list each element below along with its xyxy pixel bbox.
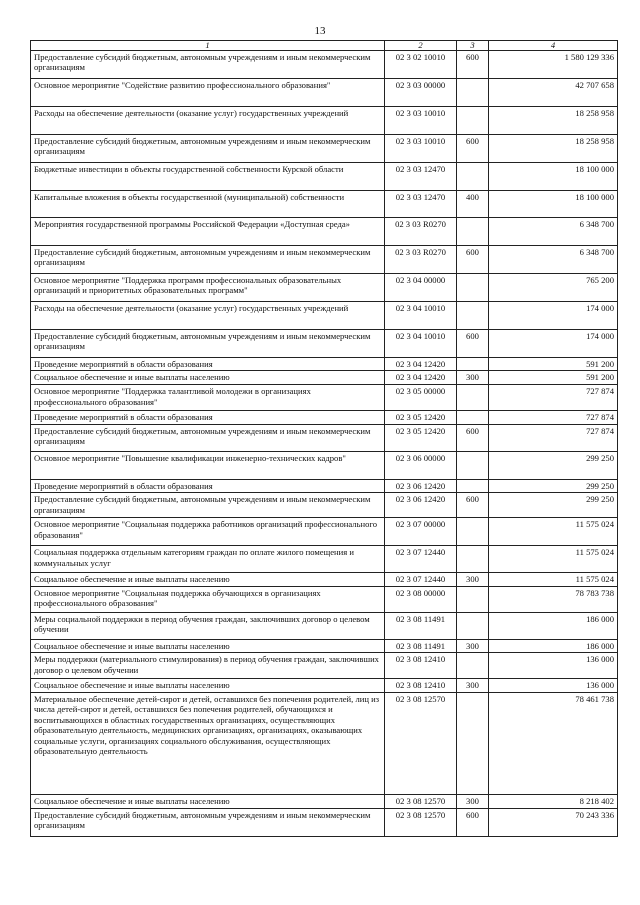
- table-row: [31, 302, 618, 330]
- row-code-cell: 02 3 04 12420: [385, 371, 457, 385]
- table-row: [31, 451, 618, 479]
- row-type-cell: [457, 479, 489, 492]
- row-type-cell: 300: [457, 371, 489, 385]
- row-name-cell: Меры поддержки (материального стимулирования) в период обучения граждан, заключивших договор о целевом обучении: [31, 653, 385, 679]
- row-amount-cell: 299 250: [489, 479, 618, 492]
- row-code-cell: 02 3 03 R0270: [385, 218, 457, 246]
- row-name-cell: Проведение мероприятий в области образования: [31, 358, 385, 371]
- row-amount-cell: 70 243 336: [489, 808, 618, 836]
- row-name-cell: Социальная поддержка отдельным категориям граждан по оплате жилого помещения и коммунальных услуг: [31, 546, 385, 573]
- row-name-cell: Предоставление субсидий бюджетным, автономным учреждениям и иным некоммерческим организациям: [31, 493, 385, 518]
- row-code-cell: 02 3 08 12570: [385, 692, 457, 794]
- row-code-cell: 02 3 08 12570: [385, 794, 457, 808]
- table-row: [31, 612, 618, 639]
- row-type-cell: 300: [457, 794, 489, 808]
- row-name-cell: Капитальные вложения в объекты государственной (муниципальной) собственности: [31, 191, 385, 218]
- row-type-cell: 300: [457, 573, 489, 586]
- row-name-cell: Социальное обеспечение и иные выплаты населению: [31, 794, 385, 808]
- row-type-cell: [457, 411, 489, 424]
- row-amount-cell: 1 580 129 336: [489, 51, 618, 79]
- table-row: [31, 107, 618, 135]
- row-type-cell: 600: [457, 808, 489, 836]
- budget-table: [30, 40, 618, 837]
- row-name-cell: Проведение мероприятий в области образования: [31, 479, 385, 492]
- row-amount-cell: 591 200: [489, 371, 618, 385]
- table-row: [31, 358, 618, 371]
- row-type-cell: [457, 302, 489, 330]
- table-row: [31, 371, 618, 385]
- row-name-cell: Предоставление субсидий бюджетным, автономным учреждениям и иным некоммерческим организациям: [31, 135, 385, 163]
- table-row: [31, 639, 618, 652]
- row-name-cell: Основное мероприятие "Повышение квалификации инженерно-технических кадров": [31, 451, 385, 479]
- row-code-cell: 02 3 08 12410: [385, 679, 457, 692]
- row-type-cell: [457, 451, 489, 479]
- row-name-cell: Предоставление субсидий бюджетным, автономным учреждениям и иным некоммерческим организациям: [31, 246, 385, 274]
- row-amount-cell: 174 000: [489, 330, 618, 358]
- row-code-cell: 02 3 04 10010: [385, 302, 457, 330]
- row-code-cell: 02 3 03 10010: [385, 107, 457, 135]
- row-amount-cell: 727 874: [489, 411, 618, 424]
- row-name-cell: Предоставление субсидий бюджетным, автономным учреждениям и иным некоммерческим организациям: [31, 808, 385, 836]
- row-amount-cell: 6 348 700: [489, 246, 618, 274]
- header-col-1: 1: [31, 41, 385, 51]
- header-col-4: 4: [489, 41, 618, 51]
- row-name-cell: Социальное обеспечение и иные выплаты населению: [31, 639, 385, 652]
- row-amount-cell: 186 000: [489, 639, 618, 652]
- row-type-cell: [457, 274, 489, 302]
- row-code-cell: 02 3 08 11491: [385, 612, 457, 639]
- row-name-cell: Предоставление субсидий бюджетным, автономным учреждениям и иным некоммерческим организациям: [31, 330, 385, 358]
- row-amount-cell: 6 348 700: [489, 218, 618, 246]
- table-row: [31, 679, 618, 692]
- table-row: [31, 246, 618, 274]
- table-row: [31, 493, 618, 518]
- row-name-cell: Мероприятия государственной программы Российской Федерации «Доступная среда»: [31, 218, 385, 246]
- table-row: [31, 330, 618, 358]
- row-type-cell: 600: [457, 135, 489, 163]
- row-code-cell: 02 3 04 12420: [385, 358, 457, 371]
- row-code-cell: 02 3 04 00000: [385, 274, 457, 302]
- row-amount-cell: 727 874: [489, 424, 618, 451]
- row-amount-cell: 18 258 958: [489, 107, 618, 135]
- table-row: [31, 479, 618, 492]
- row-code-cell: 02 3 03 R0270: [385, 246, 457, 274]
- row-name-cell: Предоставление субсидий бюджетным, автономным учреждениям и иным некоммерческим организациям: [31, 424, 385, 451]
- row-code-cell: 02 3 03 12470: [385, 163, 457, 191]
- row-code-cell: 02 3 08 11491: [385, 639, 457, 652]
- row-name-cell: Основное мероприятие "Социальная поддержка обучающихся в организациях профессионального образования": [31, 586, 385, 612]
- row-code-cell: 02 3 03 00000: [385, 79, 457, 107]
- row-amount-cell: 18 258 958: [489, 135, 618, 163]
- table-row: [31, 546, 618, 573]
- table-row: [31, 385, 618, 411]
- table-row: [31, 411, 618, 424]
- table-row: [31, 274, 618, 302]
- row-name-cell: Основное мероприятие "Поддержка талантливой молодежи в организациях профессионального образования": [31, 385, 385, 411]
- row-code-cell: 02 3 06 12420: [385, 493, 457, 518]
- row-code-cell: 02 3 02 10010: [385, 51, 457, 79]
- row-amount-cell: 136 000: [489, 679, 618, 692]
- row-type-cell: 600: [457, 246, 489, 274]
- row-name-cell: Расходы на обеспечение деятельности (оказание услуг) государственных учреждений: [31, 302, 385, 330]
- row-code-cell: 02 3 07 12440: [385, 573, 457, 586]
- row-amount-cell: 299 250: [489, 451, 618, 479]
- table-row: [31, 424, 618, 451]
- header-col-2: 2: [385, 41, 457, 51]
- table-row: [31, 808, 618, 836]
- row-type-cell: [457, 518, 489, 546]
- row-amount-cell: 299 250: [489, 493, 618, 518]
- row-code-cell: 02 3 06 12420: [385, 479, 457, 492]
- row-code-cell: 02 3 07 12440: [385, 546, 457, 573]
- table-row: [31, 586, 618, 612]
- table-row: [31, 573, 618, 586]
- row-code-cell: 02 3 08 00000: [385, 586, 457, 612]
- table-row: [31, 191, 618, 218]
- row-amount-cell: 11 575 024: [489, 573, 618, 586]
- row-amount-cell: 174 000: [489, 302, 618, 330]
- row-type-cell: 600: [457, 330, 489, 358]
- row-type-cell: [457, 546, 489, 573]
- row-name-cell: Основное мероприятие "Содействие развитию профессионального образования": [31, 79, 385, 107]
- table-row: [31, 79, 618, 107]
- row-amount-cell: 8 218 402: [489, 794, 618, 808]
- row-amount-cell: 591 200: [489, 358, 618, 371]
- row-type-cell: [457, 586, 489, 612]
- row-type-cell: [457, 612, 489, 639]
- row-type-cell: 400: [457, 191, 489, 218]
- row-code-cell: 02 3 08 12410: [385, 653, 457, 679]
- row-type-cell: 300: [457, 679, 489, 692]
- row-type-cell: [457, 385, 489, 411]
- row-code-cell: 02 3 05 12420: [385, 424, 457, 451]
- table-row: [31, 218, 618, 246]
- row-amount-cell: 18 100 000: [489, 191, 618, 218]
- row-type-cell: [457, 163, 489, 191]
- row-name-cell: Материальное обеспечение детей-сирот и детей, оставшихся без попечения родителей, лиц из числа детей-сирот и детей, оставшихся без попечения родителей, обучающихся и воспитывающихся в областных государственных организациях, осуществляющих образовательную деятельность, медицинских организациях, организациях, оказывающих социальные услуги, организациях социального обслуживания, осуществляющих образовательную деятельность: [31, 692, 385, 794]
- row-amount-cell: 11 575 024: [489, 518, 618, 546]
- row-name-cell: Расходы на обеспечение деятельности (оказание услуг) государственных учреждений: [31, 107, 385, 135]
- row-name-cell: Социальное обеспечение и иные выплаты населению: [31, 371, 385, 385]
- row-type-cell: [457, 358, 489, 371]
- row-amount-cell: 136 000: [489, 653, 618, 679]
- row-name-cell: Социальное обеспечение и иные выплаты населению: [31, 573, 385, 586]
- table-row: [31, 135, 618, 163]
- row-amount-cell: 727 874: [489, 385, 618, 411]
- row-name-cell: Проведение мероприятий в области образования: [31, 411, 385, 424]
- row-name-cell: Меры социальной поддержки в период обучения граждан, заключивших договор о целевом обучении: [31, 612, 385, 639]
- row-type-cell: 600: [457, 493, 489, 518]
- header-col-3: 3: [457, 41, 489, 51]
- row-type-cell: [457, 79, 489, 107]
- row-type-cell: [457, 218, 489, 246]
- row-amount-cell: 186 000: [489, 612, 618, 639]
- row-name-cell: Социальное обеспечение и иные выплаты населению: [31, 679, 385, 692]
- row-amount-cell: 18 100 000: [489, 163, 618, 191]
- row-type-cell: [457, 692, 489, 794]
- page-number: 13: [314, 25, 326, 37]
- row-code-cell: 02 3 08 12570: [385, 808, 457, 836]
- row-amount-cell: 78 461 738: [489, 692, 618, 794]
- row-code-cell: 02 3 04 10010: [385, 330, 457, 358]
- row-name-cell: Основное мероприятие "Поддержка программ профессиональных образовательных организаций и приоритетных образовательных программ": [31, 274, 385, 302]
- table-row: [31, 518, 618, 546]
- table-row: [31, 692, 618, 794]
- row-amount-cell: 765 200: [489, 274, 618, 302]
- row-amount-cell: 42 707 658: [489, 79, 618, 107]
- row-code-cell: 02 3 05 00000: [385, 385, 457, 411]
- row-code-cell: 02 3 05 12420: [385, 411, 457, 424]
- row-type-cell: [457, 653, 489, 679]
- table-row: [31, 794, 618, 808]
- row-amount-cell: 78 783 738: [489, 586, 618, 612]
- row-amount-cell: 11 575 024: [489, 546, 618, 573]
- table-row: [31, 163, 618, 191]
- table-row: [31, 51, 618, 79]
- row-name-cell: Основное мероприятие "Социальная поддержка работников организаций профессионального образования": [31, 518, 385, 546]
- row-code-cell: 02 3 06 00000: [385, 451, 457, 479]
- row-type-cell: [457, 107, 489, 135]
- row-name-cell: Предоставление субсидий бюджетным, автономным учреждениям и иным некоммерческим организациям: [31, 51, 385, 79]
- table-row: [31, 653, 618, 679]
- row-name-cell: Бюджетные инвестиции в объекты государственной собственности Курской области: [31, 163, 385, 191]
- row-code-cell: 02 3 03 12470: [385, 191, 457, 218]
- row-type-cell: 600: [457, 424, 489, 451]
- row-type-cell: 300: [457, 639, 489, 652]
- row-code-cell: 02 3 03 10010: [385, 135, 457, 163]
- row-type-cell: 600: [457, 51, 489, 79]
- row-code-cell: 02 3 07 00000: [385, 518, 457, 546]
- table-header-row: [31, 41, 618, 51]
